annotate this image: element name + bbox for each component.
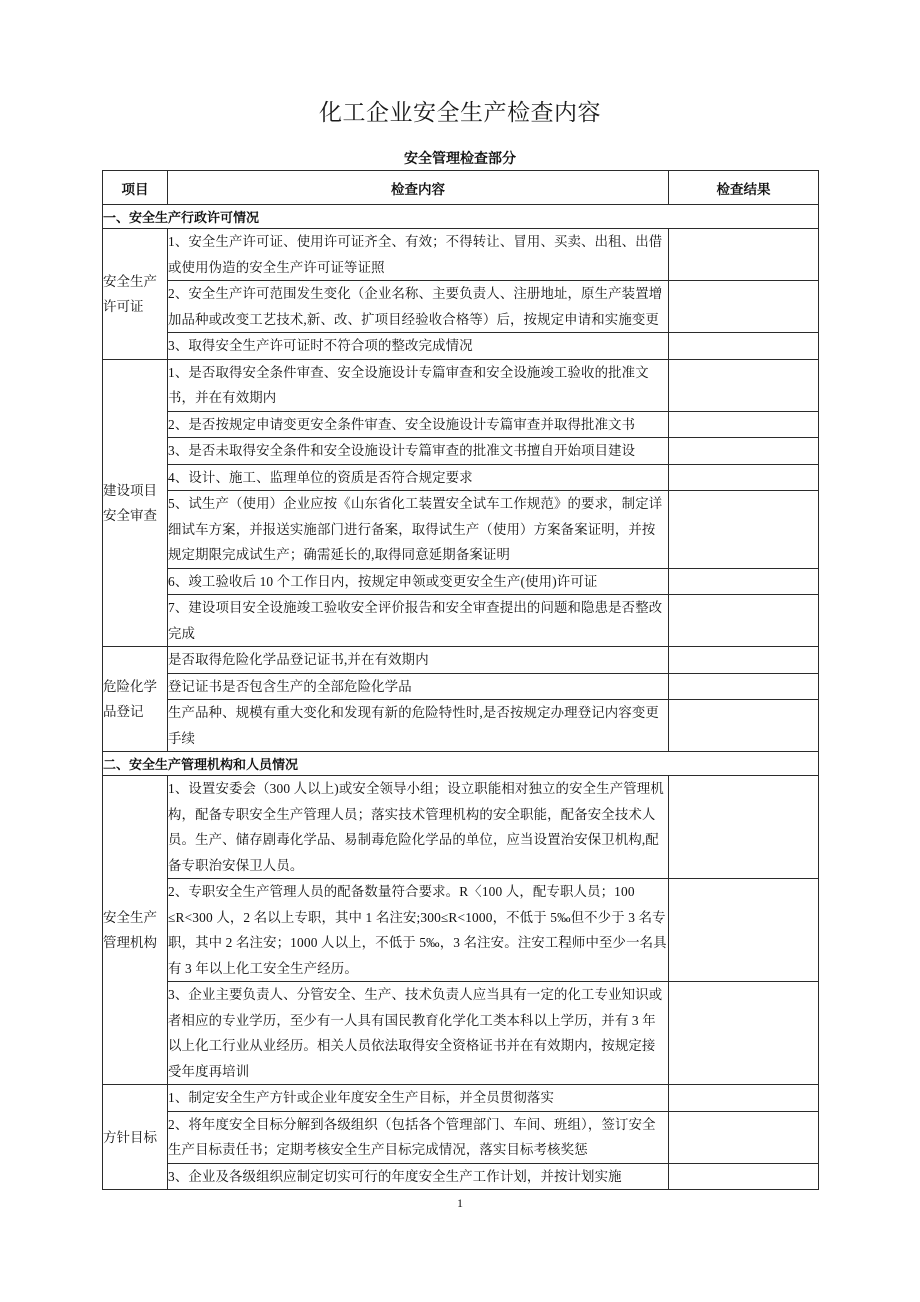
checklist-table (102, 170, 819, 1190)
check-result-cell[interactable] (669, 700, 819, 752)
section-band-row (103, 205, 819, 229)
check-item-text: 5、试生产（使用）企业应按《山东省化工装置安全试车工作规范》的要求，制定详细试车方案，并报送实施部门进行备案，取得试生产（使用）方案备案证明，并按规定期限完成试生产；确需延长的,取得同意延期备案证明 (168, 491, 669, 569)
check-item-text: 2、安全生产许可范围发生变化（企业名称、主要负责人、注册地址，原生产装置增加品种或改变工艺技术,新、改、扩项目经验收合格等）后，按规定申请和实施变更 (168, 281, 669, 333)
check-item-text: 1、制定安全生产方针或企业年度安全生产目标，并全员贯彻落实 (168, 1085, 669, 1112)
table-row (103, 333, 819, 360)
check-result-cell[interactable] (669, 982, 819, 1085)
check-result-cell[interactable] (669, 491, 819, 569)
table-row (103, 438, 819, 465)
table-header-row (103, 171, 819, 205)
check-item-text: 3、取得安全生产许可证时不符合项的整改完成情况 (168, 333, 669, 360)
header-item: 项目 (103, 171, 168, 205)
check-item-text: 2、将年度安全目标分解到各级组织（包括各个管理部门、车间、班组），签订安全生产目标责任书；定期考核安全生产目标完成情况，落实目标考核奖惩 (168, 1111, 669, 1163)
category-label: 安全生产管理机构 (103, 776, 168, 1085)
table-row (103, 281, 819, 333)
check-result-cell[interactable] (669, 411, 819, 438)
page-title: 化工企业安全生产检查内容 (319, 99, 601, 125)
check-item-text: 1、安全生产许可证、使用许可证齐全、有效；不得转让、冒用、买卖、出租、出借或使用伪造的安全生产许可证等证照 (168, 229, 669, 281)
check-result-cell[interactable] (669, 359, 819, 411)
check-item-text: 生产品种、规模有重大变化和发现有新的危险特性时,是否按规定办理登记内容变更手续 (168, 700, 669, 752)
table-row (103, 1085, 819, 1112)
table-row (103, 491, 819, 569)
table-row (103, 647, 819, 674)
check-result-cell[interactable] (669, 281, 819, 333)
header-result: 检查结果 (669, 171, 819, 205)
check-result-cell[interactable] (669, 647, 819, 674)
check-item-text: 3、企业及各级组织应制定切实可行的年度安全生产工作计划，并按计划实施 (168, 1163, 669, 1190)
category-label: 方针目标 (103, 1085, 168, 1190)
table-row (103, 568, 819, 595)
check-result-cell[interactable] (669, 879, 819, 982)
check-result-cell[interactable] (669, 438, 819, 465)
category-label: 危险化学品登记 (103, 647, 168, 752)
table-row (103, 1111, 819, 1163)
table-row (103, 700, 819, 752)
table-row (103, 229, 819, 281)
table-row (103, 595, 819, 647)
check-result-cell[interactable] (669, 1163, 819, 1190)
check-item-text: 登记证书是否包含生产的全部危险化学品 (168, 673, 669, 700)
table-row (103, 776, 819, 879)
table-row (103, 982, 819, 1085)
section-band-row (103, 752, 819, 776)
table-row (103, 879, 819, 982)
check-result-cell[interactable] (669, 333, 819, 360)
table-row (103, 673, 819, 700)
check-item-text: 2、是否按规定申请变更安全条件审查、安全设施设计专篇审查并取得批准文书 (168, 411, 669, 438)
check-item-text: 3、是否未取得安全条件和安全设施设计专篇审查的批准文书擅自开始项目建设 (168, 438, 669, 465)
check-item-text: 4、设计、施工、监理单位的资质是否符合规定要求 (168, 464, 669, 491)
check-result-cell[interactable] (669, 673, 819, 700)
check-result-cell[interactable] (669, 776, 819, 879)
page-number: 1 (457, 1196, 463, 1210)
table-row (103, 359, 819, 411)
check-item-text: 3、企业主要负责人、分管安全、生产、技术负责人应当具有一定的化工专业知识或者相应的专业学历，至少有一人具有国民教育化学化工类本科以上学历，并有 3 年以上化工行业从业经历。相关人员依法取得安全资格证书并在有效期内，按规定接受年度再培训 (168, 982, 669, 1085)
table-row (103, 464, 819, 491)
category-label: 建设项目安全审查 (103, 359, 168, 647)
section-band-label: 二、安全生产管理机构和人员情况 (103, 752, 819, 776)
header-content: 检查内容 (168, 171, 669, 205)
category-label: 安全生产许可证 (103, 229, 168, 360)
check-item-text: 1、设置安委会（300 人以上)或安全领导小组；设立职能相对独立的安全生产管理机构，配备专职安全生产管理人员；落实技术管理机构的安全职能，配备安全技术人员。生产、储存剧毒化学品、易制毒危险化学品的单位，应当设置治安保卫机构,配备专职治安保卫人员。 (168, 776, 669, 879)
check-result-cell[interactable] (669, 568, 819, 595)
check-item-text: 7、建设项目安全设施竣工验收安全评价报告和安全审查提出的问题和隐患是否整改完成 (168, 595, 669, 647)
check-result-cell[interactable] (669, 1111, 819, 1163)
check-result-cell[interactable] (669, 229, 819, 281)
check-item-text: 1、是否取得安全条件审查、安全设施设计专篇审查和安全设施竣工验收的批准文书，并在有效期内 (168, 359, 669, 411)
section-band-label: 一、安全生产行政许可情况 (103, 205, 819, 229)
check-result-cell[interactable] (669, 464, 819, 491)
check-result-cell[interactable] (669, 1085, 819, 1112)
check-item-text: 6、竣工验收后 10 个工作日内，按规定申领或变更安全生产(使用)许可证 (168, 568, 669, 595)
check-item-text: 2、专职安全生产管理人员的配备数量符合要求。R〈100 人，配专职人员；100 ≤R<300 人，2 名以上专职，其中 1 名注安;300≤R<1000，不低于 5‰但不少于 3 名专职，其中 2 名注安；1000 人以上，不低于 5‰，3 名注安。注安工程师中至少一名具有 3 年以上化工安全生产经历。 (168, 879, 669, 982)
section-subtitle: 安全管理检查部分 (404, 150, 516, 166)
check-result-cell[interactable] (669, 595, 819, 647)
checklist-table-wrapper (102, 170, 818, 1190)
table-row (103, 411, 819, 438)
table-row (103, 1163, 819, 1190)
check-item-text: 是否取得危险化学品登记证书,并在有效期内 (168, 647, 669, 674)
